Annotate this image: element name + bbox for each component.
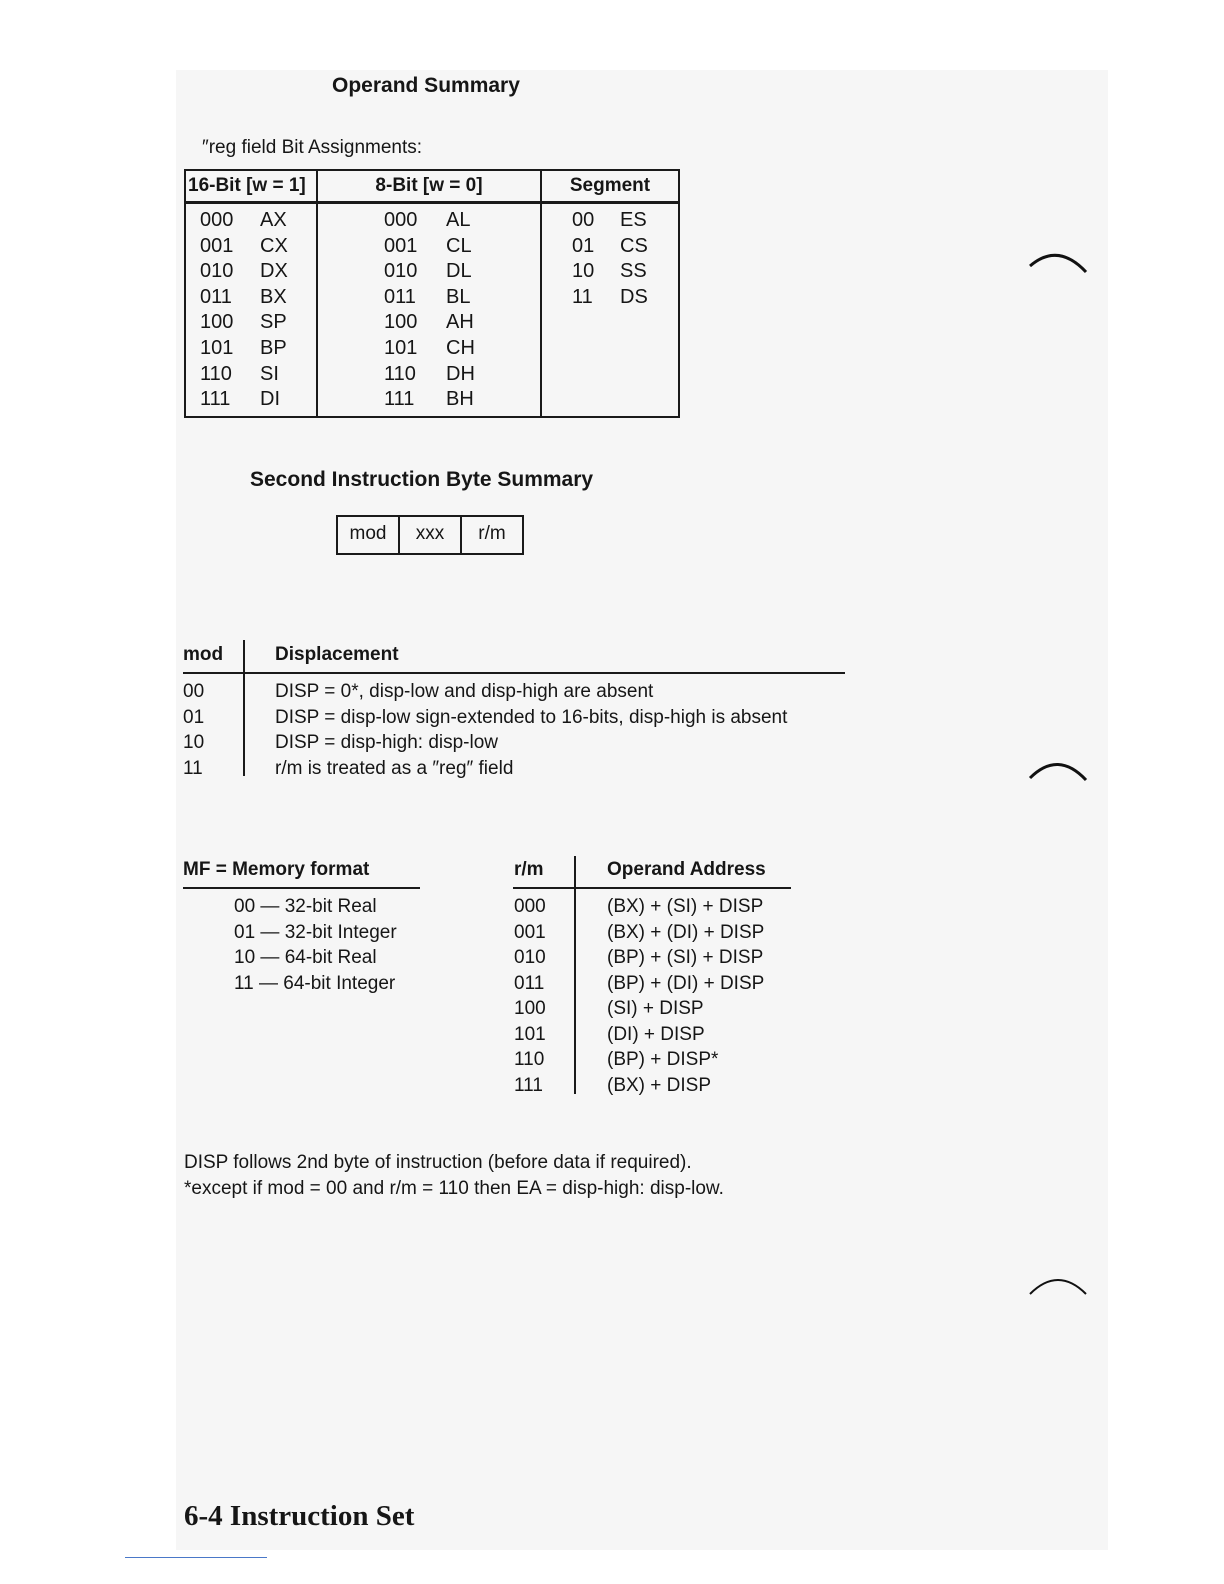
- binder-arc-icon: [1026, 248, 1090, 276]
- reg-entry: 010 DX: [200, 260, 288, 283]
- reg-entry: 000 AL: [384, 209, 471, 231]
- column-8bit: [317, 203, 541, 418]
- reg-entry: 01 CS: [572, 234, 648, 257]
- reg-entry: 100 SP: [200, 311, 287, 334]
- mod-header: mod: [183, 644, 224, 665]
- reg-entry: 110 SI: [200, 362, 279, 385]
- byte-field-rm: r/m: [460, 517, 522, 553]
- note-exception: *except if mod = 00 and r/m = 110 then EA = disp-high: disp-low.: [184, 1177, 724, 1199]
- rm-values: 000 001 010 011 100 101 110 111: [514, 896, 546, 1096]
- displacement-header: Displacement: [275, 644, 399, 665]
- mf-values: 00 — 32-bit Real 01 — 32-bit Integer 10 — 64-bit Real 11 — 64-bit Integer: [234, 896, 397, 994]
- mf-table-rule: [183, 887, 420, 889]
- header-segment: Segment: [541, 170, 679, 203]
- reg-entry: 100 AH: [384, 311, 474, 334]
- rm-table-rule: [513, 887, 791, 889]
- reg-entry: 001 CX: [200, 234, 288, 257]
- reg-entry: 11 DS: [572, 285, 648, 308]
- byte-field-xxx: xxx: [398, 517, 460, 553]
- mod-table-rule: [183, 672, 845, 674]
- instruction-byte-diagram: [336, 515, 524, 555]
- rm-table-divider: [574, 856, 576, 1094]
- byte-field-mod: mod: [349, 523, 387, 544]
- binder-arc-icon: [1026, 1270, 1090, 1298]
- displacement-values: DISP = 0*, disp-low and disp-high are absent DISP = disp-low sign-extended to 16-bits, disp-high is absent DISP = disp-high: disp-low r/m is treated as a ″reg″ field: [275, 681, 788, 779]
- reg-entry: 101 CH: [384, 336, 475, 359]
- reg-entry: 10 SS: [572, 260, 647, 283]
- column-segment: [541, 203, 679, 418]
- notes: [184, 1150, 724, 1201]
- reg-entry: 110 DH: [384, 362, 475, 385]
- column-16bit: [185, 203, 317, 418]
- scan-edge-line: [125, 1557, 267, 1558]
- page-footer: 6-4 Instruction Set: [184, 1500, 415, 1532]
- reg-entry: 010 DL: [384, 260, 472, 283]
- reg-entry: 011 BX: [200, 285, 287, 308]
- second-byte-title: Second Instruction Byte Summary: [250, 468, 594, 491]
- reg-caption: ″reg field Bit Assignments:: [202, 137, 423, 158]
- reg-entry: 00 ES: [572, 209, 647, 231]
- binder-arc-icon: [1026, 756, 1090, 784]
- reg-entry: 101 BP: [200, 336, 287, 359]
- header-8bit: 8-Bit [w = 0]: [317, 170, 541, 203]
- mod-table-divider: [243, 640, 245, 776]
- page-title: Operand Summary: [332, 74, 520, 97]
- reg-entry: 001 CL: [384, 234, 472, 257]
- reg-entry: 000 AX: [200, 209, 287, 231]
- header-16bit: 16-Bit [w = 1]: [185, 170, 317, 203]
- reg-entry: 111 BH: [384, 388, 474, 411]
- mf-header: MF = Memory format: [183, 859, 370, 880]
- reg-entry: 111 DI: [200, 388, 280, 411]
- mod-values: 00 01 10 11: [183, 681, 205, 779]
- rm-header: r/m: [514, 859, 544, 880]
- reg-entry: 011 BL: [384, 285, 471, 308]
- reg-table: [184, 169, 680, 418]
- note-disp: DISP follows 2nd byte of instruction (before data if required).: [184, 1152, 692, 1173]
- operand-address-header: Operand Address: [607, 859, 766, 880]
- operand-address-values: (BX) + (SI) + DISP (BX) + (DI) + DISP (BP) + (SI) + DISP (BP) + (DI) + DISP (SI) + DISP (DI) + DISP (BP) + DISP* (BX) + DISP: [607, 896, 765, 1096]
